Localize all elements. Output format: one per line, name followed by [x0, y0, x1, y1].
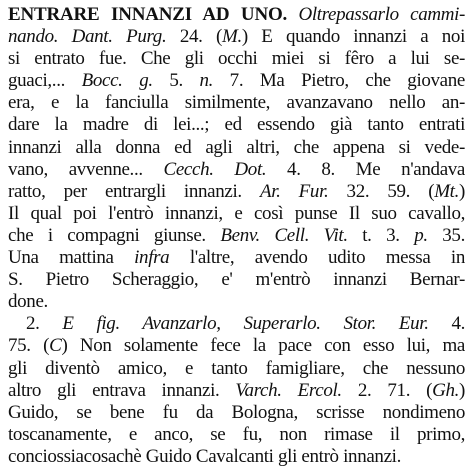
entry-line	[8, 159, 465, 181]
entry-line	[8, 313, 465, 335]
roman-text: vano, avvenne...	[8, 158, 164, 180]
roman-text: 7. Ma Pietro, che giovane	[213, 70, 465, 92]
roman-text: 2.	[26, 313, 63, 335]
roman-text: 5.	[152, 70, 200, 92]
entry-line	[8, 48, 465, 70]
entry-line	[8, 70, 465, 92]
italic-text: infra	[134, 247, 170, 269]
roman-text: guaci,...	[8, 70, 82, 92]
italic-text: Bocc. g.	[81, 70, 153, 92]
roman-text: Il qual poi l'entrò innanzi, e così punse Il suo cavallo,	[8, 202, 465, 224]
entry-line	[8, 269, 465, 291]
roman-text: ) E quando innanzi a noi	[241, 26, 465, 48]
italic-text: E fig. Avanzarlo, Superarlo. Stor. Eur.	[62, 313, 429, 335]
entry-line	[8, 247, 465, 269]
roman-text: innanzi alla donna ed agli altri, che appena si vede-	[8, 136, 465, 158]
italic-text: C	[49, 335, 62, 357]
roman-text: 2. 71. (	[341, 379, 433, 401]
roman-text: )	[459, 379, 465, 401]
entry-line	[8, 424, 465, 446]
italic-text: n.	[199, 70, 214, 92]
italic-text: Ar. Fur.	[259, 180, 329, 202]
roman-text	[287, 4, 298, 25]
roman-text: )	[459, 180, 465, 202]
roman-text: era, e la fanciulla similmente, avanzavano nello an-	[8, 92, 465, 114]
roman-text: t. 3.	[347, 224, 415, 246]
roman-text: S. Pietro Scheraggio, e' m'entrò innanzi Bernar-	[8, 269, 465, 291]
entry-line	[8, 446, 465, 468]
roman-text: conciossiacosachè Guido Cavalcanti gli entrò innanzi.	[8, 445, 401, 467]
italic-text: Gh.	[432, 379, 459, 401]
roman-text: l'altre, avendo udito messa in	[169, 247, 465, 269]
italic-text: Mt.	[434, 180, 460, 202]
entry-line	[8, 358, 465, 380]
entry-line	[8, 203, 465, 225]
roman-text: Guido, se bene fu da Bologna, scrisse nondimeno	[8, 401, 465, 423]
roman-text: dare la madre di lei...; ed essendo già tanto entrati	[8, 114, 465, 136]
italic-text: Benv. Cell. Vit.	[220, 224, 348, 246]
roman-text: done.	[8, 291, 48, 313]
italic-text: M.	[221, 26, 242, 48]
roman-text: che i compagni giunse.	[8, 224, 221, 246]
entry-line	[8, 137, 465, 159]
entry-line	[8, 291, 465, 313]
roman-text: 4. 8. Me n'andava	[266, 158, 465, 180]
entry-line	[8, 114, 465, 136]
italic-text: nando. Dant. Purg.	[8, 26, 167, 48]
roman-text: altro gli entrava innanzi.	[8, 379, 236, 401]
entry-line	[8, 402, 465, 424]
roman-text: si entrato fue. Che gli occhi miei si fêro a lui se-	[8, 48, 465, 70]
italic-text: Varch. Ercol.	[235, 379, 342, 401]
roman-text: 32. 59. (	[328, 180, 435, 202]
roman-text: 4.	[428, 313, 465, 335]
roman-text: ) Non solamente fece la pace con esso lui, ma	[61, 335, 465, 357]
roman-text: 24. (	[166, 26, 222, 48]
entry-line	[8, 4, 465, 26]
entry-line	[8, 335, 465, 357]
italic-text: Oltrepassarlo cammi-	[298, 4, 465, 25]
roman-text: gli diventò amico, e tanto famigliare, che nessuno	[8, 357, 465, 379]
entry-line	[8, 26, 465, 48]
roman-text: ratto, per entrargli innanzi.	[8, 180, 260, 202]
roman-text: toscanamente, e anco, se fu, non rimase il primo,	[8, 423, 465, 445]
roman-text: Una mattina	[8, 247, 135, 269]
roman-text: 35.	[427, 224, 465, 246]
entry-line	[8, 225, 465, 247]
italic-text: p.	[414, 224, 428, 246]
entry-line	[8, 181, 465, 203]
italic-text: Cecch. Dot.	[163, 158, 267, 180]
entry-headword: ENTRARE INNANZI AD UNO.	[8, 4, 288, 25]
entry-line	[8, 92, 465, 114]
dictionary-entry-text	[8, 4, 465, 468]
roman-text: 75. (	[8, 335, 50, 357]
entry-line	[8, 380, 465, 402]
